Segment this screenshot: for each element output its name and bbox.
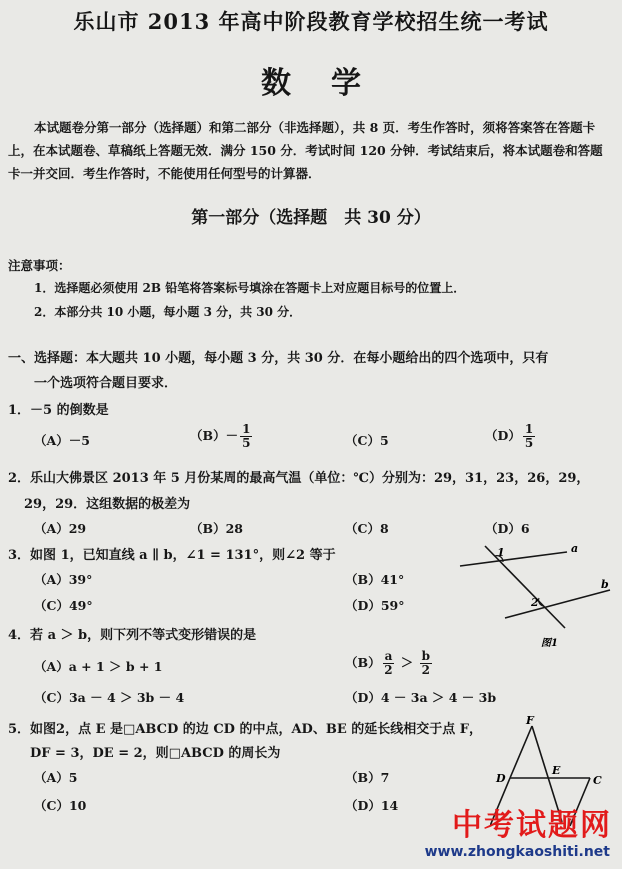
note-item: 2．本部分共 10 小题，每小题 3 分，共 30 分．: [34, 305, 302, 319]
fraction: $\frac{1}{5}$: [242, 422, 251, 450]
label-b: b: [601, 578, 609, 591]
q5-option-c: （C）10: [34, 798, 87, 813]
q3-option-a: （A）39°: [34, 572, 93, 587]
label-f: F: [526, 714, 534, 727]
q4-option-b: （B） $\frac{a}{2}$ ＞ $\frac{b}{2}$: [345, 649, 430, 677]
q3-option-d: （D）59°: [345, 598, 405, 613]
part-title: 第一部分（选择题 共 30 分）: [191, 208, 431, 228]
figure-1-caption: 图1: [541, 638, 558, 649]
label-d: D: [496, 772, 506, 785]
question-1-stem: 1．－5 的倒数是: [8, 403, 109, 418]
q1-option-b: （B）－ $\frac{1}{5}$: [190, 422, 251, 450]
question-5-stem-cont: DF = 3，DE = 2，则□ABCD 的周长为: [30, 746, 281, 761]
question-2-stem: 2．乐山大佛景区 2013 年 5 月份某周的最高气温（单位：℃）分别为：29，31，23，26，29，: [8, 471, 590, 486]
q3-option-c: （C）49°: [34, 598, 93, 613]
q3-option-b: （B）41°: [345, 572, 405, 587]
q2-option-c: （C）8: [345, 521, 389, 536]
q5-option-b: （B）7: [345, 770, 390, 785]
exam-intro: 本试题卷分第一部分（选择题）和第二部分（非选择题），共 8 页．考生作答时，须将答案答在答题卡上，在本试题卷、草稿纸上答题无效．满分 150 分．考试时间 120 分钟．考试结束后，将本试题卷和答题卡一并交回．考生作答时，不能使用任何型号的计算器．: [8, 120, 603, 181]
label-a: a: [571, 542, 579, 555]
section-heading: 一、选择题：本大题共 10 小题，每小题 3 分，共 30 分．在每小题给出的四个选项中，只有: [8, 351, 549, 366]
q2-option-a: （A）29: [34, 521, 87, 536]
watermark-url: www.zhongkaoshiti.net: [424, 844, 610, 860]
q4-option-a: （A）a + 1 ＞ b + 1: [34, 659, 163, 674]
question-3-stem: 3．如图 1，已知直线 a ∥ b，∠1 = 131°，则∠2 等于: [8, 548, 336, 563]
q1-option-a: （A）－5: [34, 433, 90, 448]
q4-option-d: （D）4 － 3a ＞ 4 － 3b: [345, 690, 497, 705]
section-heading-cont: 一个选项符合题目要求．: [34, 376, 178, 391]
notes-heading: 注意事项：: [8, 258, 71, 273]
label-c: C: [593, 774, 602, 787]
line-b: [505, 590, 610, 618]
question-5-stem: 5．如图2，点 E 是□ABCD 的边 CD 的中点，AD、BE 的延长线相交于点 F，: [8, 722, 483, 737]
fraction: $\frac{a}{2}$: [384, 649, 393, 677]
watermark-logo: 中考试题网: [452, 808, 612, 843]
q5-option-a: （A）5: [34, 770, 78, 785]
q1-option-d: （D） $\frac{1}{5}$: [485, 422, 534, 450]
subject-title: 数学: [261, 66, 401, 101]
q2-option-d: （D）6: [485, 521, 530, 536]
question-2-stem-cont: 29，29．这组数据的极差为: [24, 497, 191, 512]
fraction: $\frac{1}{5}$: [524, 422, 534, 450]
figure-1-parallel-lines: [455, 538, 615, 658]
q5-option-d: （D）14: [345, 798, 399, 813]
note-item: 1．选择题必须使用 2B 铅笔将答案标号填涂在答题卡上对应题目标号的位置上．: [34, 281, 466, 295]
question-4-stem: 4．若 a ＞ b，则下列不等式变形错误的是: [8, 628, 257, 643]
label-e: E: [552, 764, 561, 777]
segment-fd: [510, 726, 532, 778]
label-angle-1: 1: [497, 546, 505, 559]
q4-option-c: （C）3a － 4 ＞ 3b － 4: [34, 690, 185, 705]
label-angle-2: 2: [531, 596, 539, 609]
q2-option-b: （B）28: [190, 521, 243, 536]
fraction: $\frac{b}{2}$: [421, 649, 430, 677]
q1-option-c: （C）5: [345, 433, 389, 448]
exam-title: 乐山市 2013 年高中阶段教育学校招生统一考试: [73, 9, 549, 34]
line-a: [460, 552, 567, 566]
